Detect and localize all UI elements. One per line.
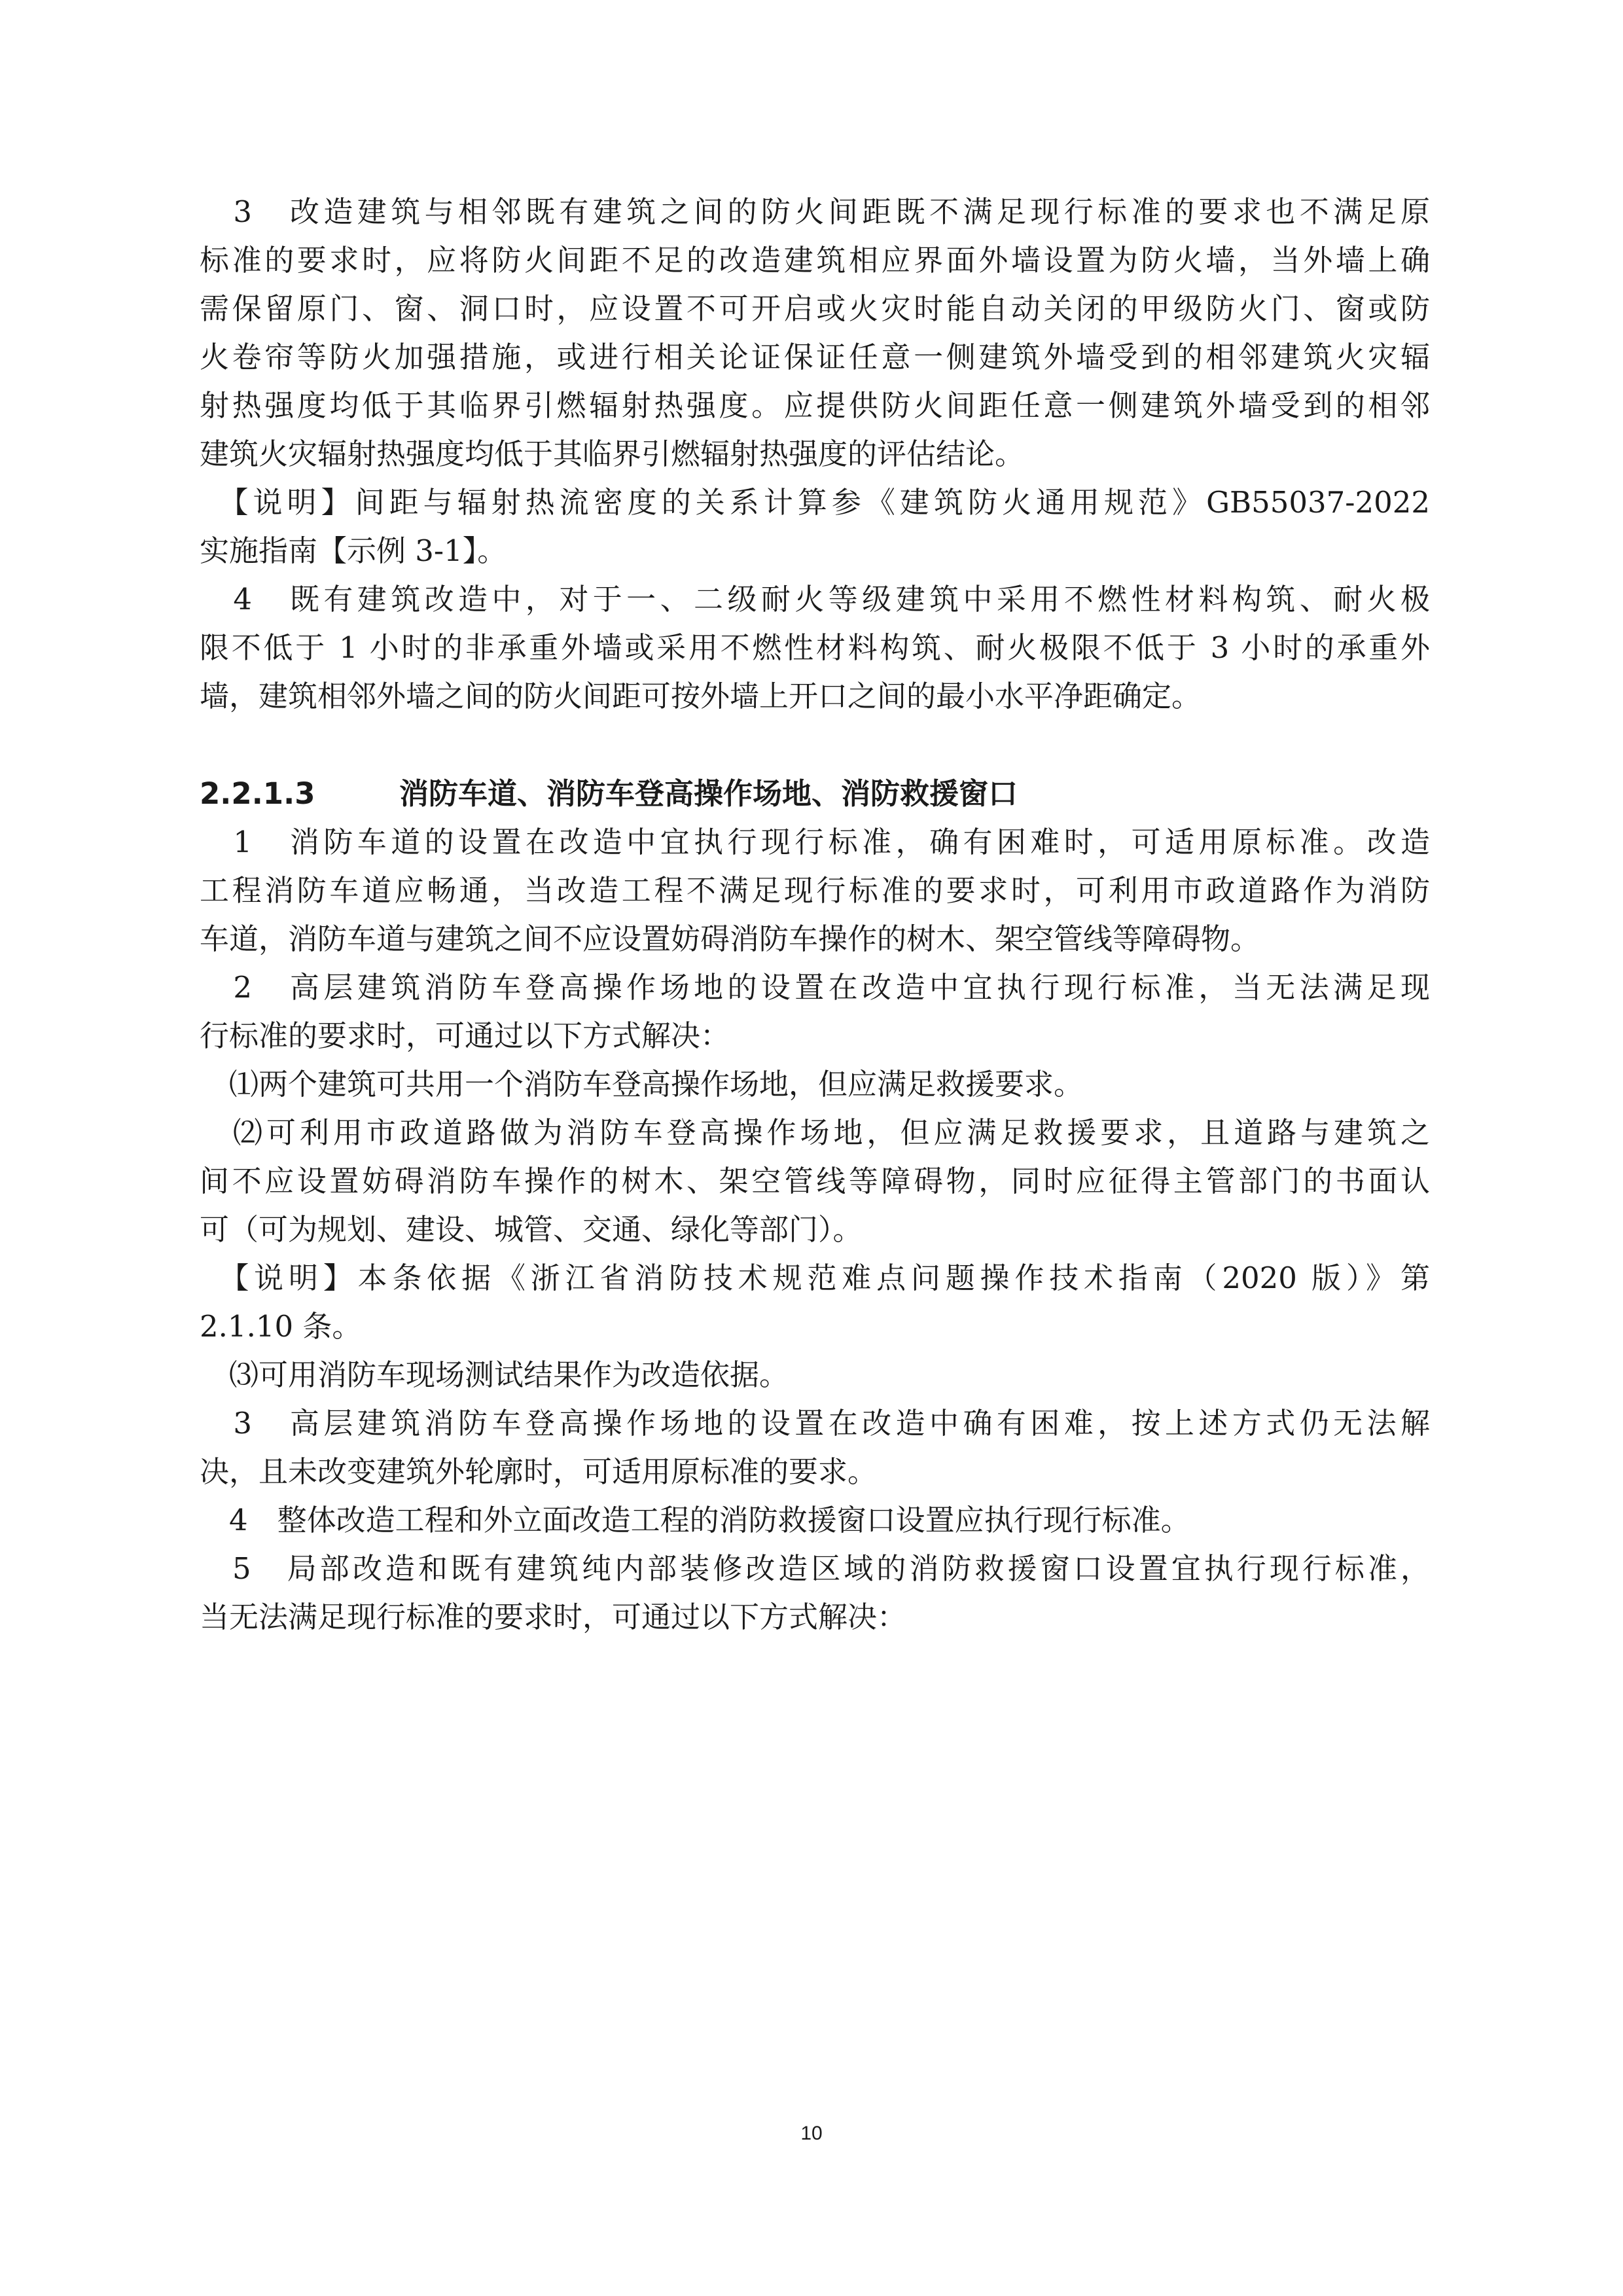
s5-line-1: 5 局部改造和既有建筑纯内部装修改造区域的消防救援窗口设置宜执行现行标准， bbox=[200, 1551, 1430, 1586]
s2-sub2-line-1: ⑵可利用市政道路做为消防车登高操作场地，但应满足救援要求，且道路与建筑之 bbox=[200, 1115, 1430, 1150]
s4-line: 4 整体改造工程和外立面改造工程的消防救援窗口设置应执行现行标准。 bbox=[200, 1503, 1190, 1537]
s5-line-2: 当无法满足现行标准的要求时，可通过以下方式解决： bbox=[200, 1600, 907, 1634]
s3-line-2: 决，且未改变建筑外轮廓时，可适用原标准的要求。 bbox=[200, 1454, 878, 1489]
s3-line-1: 3 高层建筑消防车登高操作场地的设置在改造中确有困难，按上述方式仍无法解 bbox=[200, 1406, 1430, 1441]
note2-line-1: 【说明】本条依据《浙江省消防技术规范难点问题操作技术指南（2020 版）》第 bbox=[200, 1261, 1430, 1295]
item3-line-2: 标准的要求时，应将防火间距不足的改造建筑相应界面外墙设置为防火墙，当外墙上确 bbox=[200, 243, 1430, 278]
item3-line-4: 火卷帘等防火加强措施，或进行相关论证保证任意一侧建筑外墙受到的相邻建筑火灾辐 bbox=[200, 340, 1430, 374]
note1-line-1: 【说明】间距与辐射热流密度的关系计算参《建筑防火通用规范》GB55037-2022 bbox=[200, 485, 1430, 520]
item4-line-1: 4 既有建筑改造中，对于一、二级耐火等级建筑中采用不燃性材料构筑、耐火极 bbox=[200, 582, 1430, 617]
item3-line-3: 需保留原门、窗、洞口时，应设置不可开启或火灾时能自动关闭的甲级防火门、窗或防 bbox=[200, 291, 1430, 326]
s2-sub2-line-2: 间不应设置妨碍消防车操作的树木、架空管线等障碍物，同时应征得主管部门的书面认 bbox=[200, 1164, 1430, 1198]
s2-line-2: 行标准的要求时，可通过以下方式解决： bbox=[200, 1018, 730, 1053]
item3-line-5: 射热强度均低于其临界引燃辐射热强度。应提供防火间距任意一侧建筑外墙受到的相邻 bbox=[200, 388, 1430, 423]
section-heading bbox=[200, 776, 1018, 812]
section-number: 2.2.1.3 bbox=[200, 776, 315, 811]
s2-line-1: 2 高层建筑消防车登高操作场地的设置在改造中宜执行现行标准，当无法满足现 bbox=[200, 970, 1430, 1005]
s2-sub2-line-3: 可（可为规划、建设、城管、交通、绿化等部门）。 bbox=[200, 1212, 863, 1247]
item3-line-1: 3 改造建筑与相邻既有建筑之间的防火间距既不满足现行标准的要求也不满足原 bbox=[200, 194, 1430, 229]
note2-line-2: 2.1.10 条。 bbox=[200, 1309, 362, 1344]
s1-line-3: 车道，消防车道与建筑之间不应设置妨碍消防车操作的树木、架空管线等障碍物。 bbox=[200, 922, 1260, 956]
item4-line-3: 墙，建筑相邻外墙之间的防火间距可按外墙上开口之间的最小水平净距确定。 bbox=[200, 679, 1202, 713]
section-title: 消防车道、消防车登高操作场地、消防救援窗口 bbox=[399, 776, 1018, 811]
item3-line-6: 建筑火灾辐射热强度均低于其临界引燃辐射热强度的评估结论。 bbox=[200, 437, 1025, 471]
note1-line-2: 实施指南【示例 3-1】。 bbox=[200, 533, 507, 568]
s1-line-1: 1 消防车道的设置在改造中宜执行现行标准，确有困难时，可适用原标准。改造 bbox=[200, 825, 1430, 859]
s1-line-2: 工程消防车道应畅通，当改造工程不满足现行标准的要求时，可利用市政道路作为消防 bbox=[200, 873, 1430, 908]
item4-line-2: 限不低于 1 小时的非承重外墙或采用不燃性材料构筑、耐火极限不低于 3 小时的承重外 bbox=[200, 630, 1430, 665]
s2-sub3: ⑶可用消防车现场测试结果作为改造依据。 bbox=[200, 1357, 789, 1392]
page-number: 10 bbox=[800, 2123, 823, 2144]
s2-sub1: ⑴两个建筑可共用一个消防车登高操作场地，但应满足救援要求。 bbox=[200, 1067, 1084, 1102]
